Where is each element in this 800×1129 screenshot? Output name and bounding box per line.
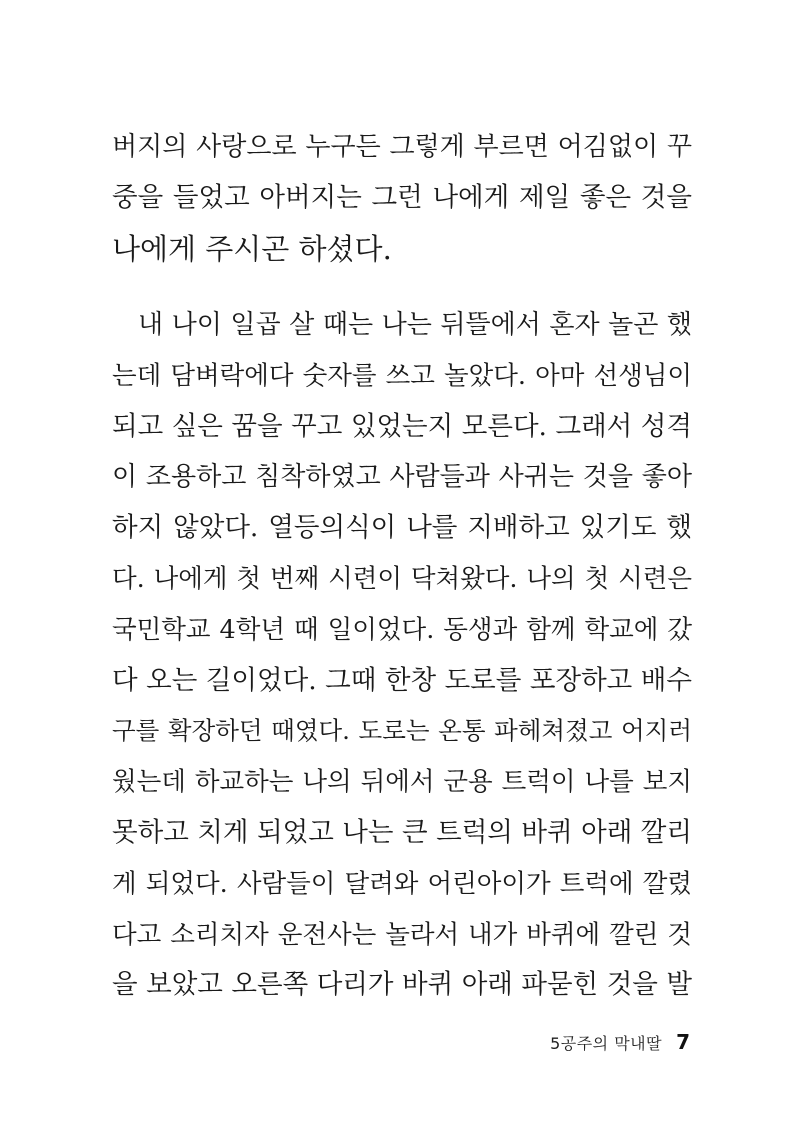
text-line: 국민학교 4학년 때 일이었다. 동생과 함께 학교에 갔: [112, 614, 692, 645]
text-line: 이 조용하고 침착하였고 사람들과 사귀는 것을 좋아: [112, 462, 692, 493]
text-line: 버지의 사랑으로 누구든 그렇게 부르면 어김없이 꾸: [112, 132, 692, 162]
text-line: 는데 담벼락에다 숫자를 쓰고 놀았다. 아마 선생님이: [112, 360, 692, 391]
text-line: 다고 소리치자 운전사는 놀라서 내가 바퀴에 깔린 것: [112, 919, 692, 950]
paragraph-1: [112, 122, 692, 274]
text-line: 다 오는 길이었다. 그때 한창 도로를 포장하고 배수: [112, 664, 692, 696]
text-line: 게 되었다. 사람들이 달려와 어린아이가 트럭에 깔렸: [112, 868, 692, 899]
text-line: 구를 확장하던 때였다. 도로는 온통 파헤쳐졌고 어지러: [112, 716, 692, 746]
text-line: 중을 들었고 아버지는 그런 나에게 제일 좋은 것을: [112, 181, 692, 213]
text-line: 하지 않았다. 열등의식이 나를 지배하고 있기도 했: [112, 512, 692, 544]
running-title: 5공주의 막내딸: [550, 1034, 663, 1053]
text-line: 다. 나에게 첫 번째 시련이 닥쳐왔다. 나의 첫 시련은: [112, 563, 692, 594]
page-footer: [550, 1030, 690, 1060]
text-line: 나에게 주시곤 하셨다.: [112, 231, 392, 266]
text-line: 을 보았고 오른쪽 다리가 바퀴 아래 파묻힌 것을 발: [112, 969, 692, 1001]
text-line: 웠는데 하교하는 나의 뒤에서 군용 트럭이 나를 보지: [112, 767, 692, 798]
text-line: 내 나이 일곱 살 때는 나는 뒤뜰에서 혼자 놀곤 했: [138, 310, 692, 340]
paragraph-2: [112, 300, 692, 1011]
text-line: 되고 싶은 꿈을 꾸고 있었는지 모른다. 그래서 성격: [112, 410, 692, 442]
page-number: 7: [676, 1030, 690, 1054]
text-line: 못하고 치게 되었고 나는 큰 트럭의 바퀴 아래 깔리: [112, 816, 692, 848]
